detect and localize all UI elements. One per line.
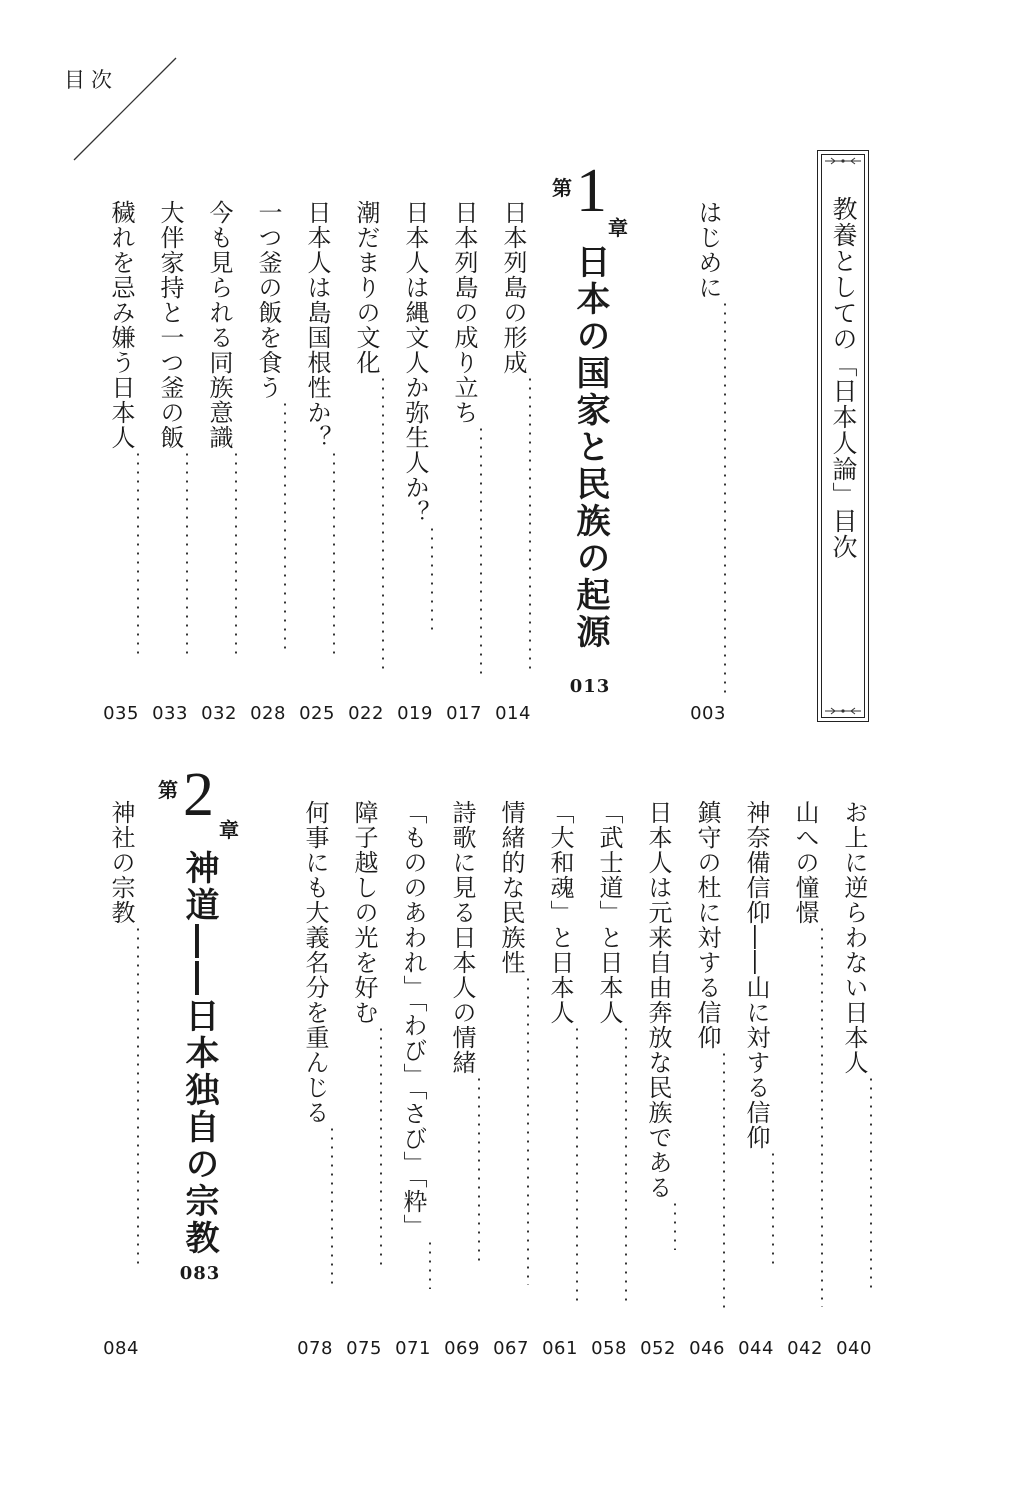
toc-entry[interactable] <box>348 200 384 695</box>
entry-page: 028 <box>250 703 286 724</box>
toc-entry[interactable] <box>640 800 676 1330</box>
leader-dots <box>348 375 384 675</box>
entry-page: 032 <box>201 703 237 724</box>
entry-title: 「もののあわれ」「わび」「さび」「粋」 <box>399 800 427 1239</box>
entry-title: はじめに <box>694 200 722 300</box>
entry-page: 075 <box>346 1338 382 1359</box>
entry-page: 084 <box>103 1338 139 1359</box>
toc-entry[interactable] <box>787 800 823 1330</box>
entry-page: 046 <box>689 1338 725 1359</box>
leader-dots <box>787 925 823 1307</box>
entry-page: 058 <box>591 1338 627 1359</box>
book-title-box <box>817 150 869 722</box>
toc-entry[interactable] <box>444 800 480 1330</box>
entry-page: 052 <box>640 1338 676 1359</box>
toc-entry-intro[interactable] <box>690 200 726 695</box>
toc-entry[interactable] <box>495 200 531 695</box>
entry-title: 日本列島の成り立ち <box>450 200 478 425</box>
entry-page: 061 <box>542 1338 578 1359</box>
leader-dots <box>346 1025 382 1265</box>
toc-entry[interactable] <box>103 800 139 1330</box>
leader-dots <box>103 450 139 655</box>
toc-entry[interactable] <box>397 200 433 695</box>
entry-title: 日本人は元来自由奔放な民族である <box>644 800 672 1200</box>
leader-dots <box>493 975 529 1285</box>
leader-dots <box>495 375 531 675</box>
leader-dots <box>444 1075 480 1265</box>
entry-title: 日本列島の形成 <box>499 200 527 375</box>
chapter-title: 神道――日本独自の宗教 <box>179 850 219 1257</box>
entry-title: 潮だまりの文化 <box>352 200 380 375</box>
entry-page: 078 <box>297 1338 333 1359</box>
chapter-number: 2 <box>183 761 214 829</box>
toc-entry[interactable] <box>395 800 431 1330</box>
entry-title: 穢れを忌み嫌う日本人 <box>107 200 135 450</box>
chapter-page: 013 <box>569 676 611 697</box>
entry-title: 日本人は縄文人か弥生人か？ <box>401 200 429 525</box>
entry-page: 067 <box>493 1338 529 1359</box>
leader-dots <box>738 1150 774 1270</box>
entry-page: 003 <box>690 703 726 724</box>
chapter-prefix: 第 <box>158 778 178 802</box>
entry-title: 何事にも大義名分を重んじる <box>301 800 329 1125</box>
entry-title: お上に逆らわない日本人 <box>840 800 868 1075</box>
toc-entry[interactable] <box>201 200 237 695</box>
toc-entry[interactable] <box>689 800 725 1330</box>
entry-page: 071 <box>395 1338 431 1359</box>
toc-entry[interactable] <box>152 200 188 695</box>
section-label: 目次 <box>64 68 118 92</box>
entry-title: 情緒的な民族性 <box>497 800 525 975</box>
toc-entry[interactable] <box>738 800 774 1330</box>
entry-title: 「大和魂」と日本人 <box>546 800 574 1025</box>
ornament-icon <box>823 707 863 715</box>
entry-title: 「武士道」と日本人 <box>595 800 623 1025</box>
leader-dots <box>689 1050 725 1312</box>
leader-dots <box>201 450 237 655</box>
toc-entry[interactable] <box>299 200 335 695</box>
entry-title: 今も見られる同族意識 <box>205 200 233 450</box>
leader-dots <box>542 1025 578 1305</box>
toc-entry[interactable] <box>250 200 286 695</box>
entry-page: 040 <box>836 1338 872 1359</box>
entry-title: 鎮守の杜に対する信仰 <box>693 800 721 1050</box>
book-title: 教養としての「日本人論」目次 <box>829 196 858 560</box>
leader-dots <box>250 400 286 650</box>
entry-title: 詩歌に見る日本人の情緒 <box>448 800 476 1075</box>
entry-page: 033 <box>152 703 188 724</box>
entry-page: 042 <box>787 1338 823 1359</box>
leader-dots <box>103 925 139 1265</box>
entry-title: 日本人は島国根性か？ <box>303 200 331 450</box>
leader-dots <box>299 450 335 655</box>
leader-dots <box>836 1075 872 1289</box>
entry-page: 025 <box>299 703 335 724</box>
chapter-suffix: 章 <box>219 818 239 842</box>
chapter-prefix: 第 <box>552 176 572 200</box>
chapter-title: 日本の国家と民族の起源 <box>570 244 610 651</box>
toc-entry[interactable] <box>493 800 529 1330</box>
chapter-number: 1 <box>576 157 607 225</box>
toc-entry[interactable] <box>836 800 872 1330</box>
toc-entry[interactable] <box>103 200 139 695</box>
chapter-suffix: 章 <box>608 216 628 240</box>
toc-entry[interactable] <box>297 800 333 1330</box>
entry-page: 022 <box>348 703 384 724</box>
leader-dots <box>395 1239 431 1289</box>
entry-title: 神奈備信仰――山に対する信仰 <box>742 800 770 1150</box>
entry-page: 017 <box>446 703 482 724</box>
toc-entry[interactable] <box>591 800 627 1330</box>
toc-entry[interactable] <box>542 800 578 1330</box>
toc-entry[interactable] <box>346 800 382 1330</box>
entry-title: 神社の宗教 <box>107 800 135 925</box>
toc-entry[interactable] <box>446 200 482 695</box>
leader-dots <box>397 525 433 635</box>
leader-dots <box>446 425 482 675</box>
leader-dots <box>690 300 726 695</box>
leader-dots <box>640 1200 676 1250</box>
entry-page: 014 <box>495 703 531 724</box>
entry-title: 大伴家持と一つ釜の飯 <box>156 200 184 450</box>
ornament-icon <box>823 157 863 165</box>
entry-title: 山への憧憬 <box>791 800 819 925</box>
leader-dots <box>152 450 188 655</box>
entry-page: 044 <box>738 1338 774 1359</box>
entry-title: 障子越しの光を好む <box>350 800 378 1025</box>
chapter-page: 083 <box>179 1263 221 1284</box>
entry-page: 019 <box>397 703 433 724</box>
entry-page: 069 <box>444 1338 480 1359</box>
entry-page: 035 <box>103 703 139 724</box>
entry-title: 一つ釜の飯を食う <box>254 200 282 400</box>
leader-dots <box>297 1125 333 1290</box>
leader-dots <box>591 1025 627 1305</box>
